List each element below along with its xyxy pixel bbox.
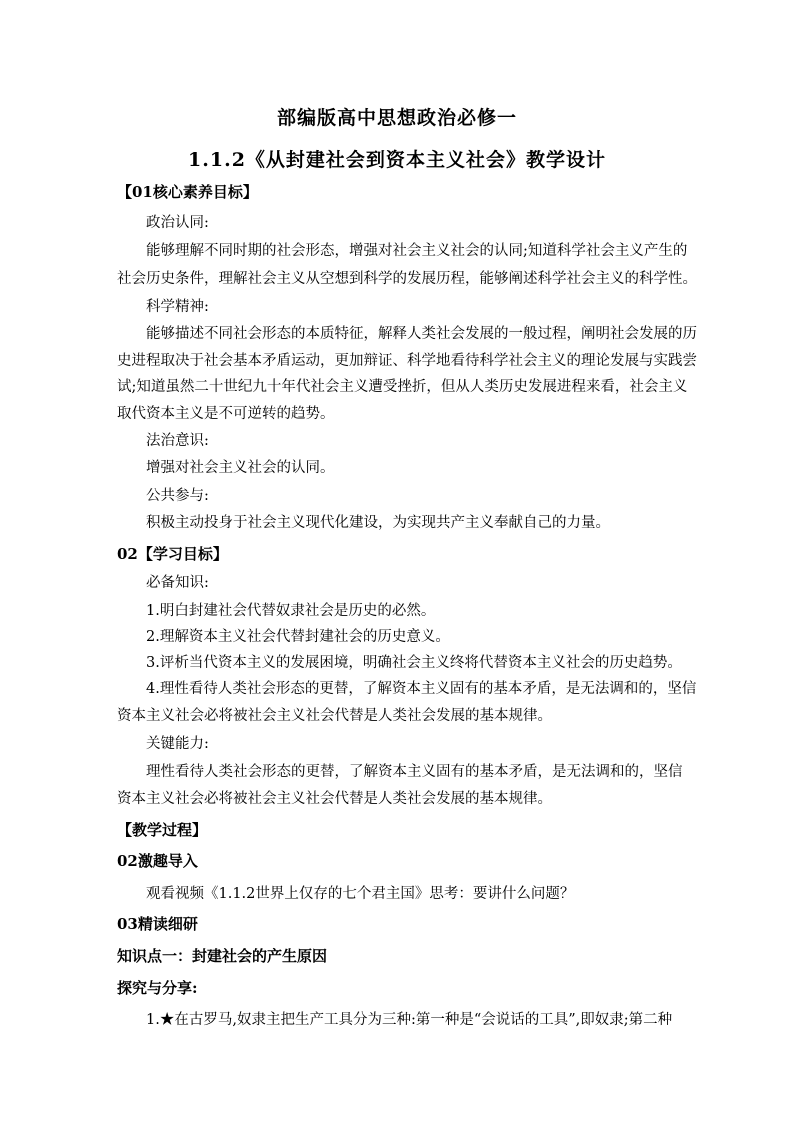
paragraph-line: 取代资本主义是不可逆转的趋势。 [117,406,335,422]
knowledge-point-heading: 知识点一：封建社会的产生原因 [117,947,328,965]
subheading-intro: 02激趣导入 [117,852,198,870]
explore-share-heading: 探究与分享: [117,979,198,997]
paragraph-line: 理性看待人类社会形态的更替，了解资本主义固有的基本矛盾，是无法调和的，坚信 [146,764,683,780]
list-item: 1.★在古罗马,奴隶主把生产工具分为三种:第一种是“会说话的工具”,即奴隶;第二种 [146,1012,673,1028]
paragraph-line: 资本主义社会必将被社会主义社会代替是人类社会发展的基本规律。 [117,791,552,807]
label-scientific-spirit: 科学精神: [146,299,209,315]
paragraph-line: 社会历史条件，理解社会主义从空想到科学的发展历程，能够阐述科学社会主义的科学性。 [117,271,697,287]
list-item: 1.明白封建社会代替奴隶社会是历史的必然。 [146,603,436,619]
paragraph-line: 积极主动投身于社会主义现代化建设，为实现共产主义奉献自己的力量。 [146,515,610,531]
paragraph-line: 史进程取决于社会基本矛盾运动，更加辩证、科学地看待科学社会主义的理论发展与实践尝 [117,353,697,369]
document-title-line1: 部编版高中思想政治必修一 [276,107,517,129]
subheading-close-reading: 03精读细研 [117,915,198,933]
section-heading-learning-goals: 02【学习目标】 [117,545,228,563]
paragraph-line: 能够描述不同社会形态的本质特征，解释人类社会发展的一般过程，阐明社会发展的历 [146,326,697,342]
paragraph-line: 观看视频《1.1.2世界上仅存的七个君主国》思考：要讲什么问题？ [146,886,575,902]
label-public-participation: 公共参与: [146,488,209,504]
section-heading-teaching-process: 【教学过程】 [117,821,208,839]
list-item-continuation: 资本主义社会必将被社会主义社会代替是人类社会发展的基本规律。 [117,708,552,724]
label-political-identity: 政治认同: [146,215,209,231]
label-key-ability: 关键能力: [146,736,209,752]
paragraph-line: 试;知道虽然二十世纪九十年代社会主义遭受挫折，但从人类历史发展进程来看，社会主义 [117,379,688,395]
list-item: 4.理性看待人类社会形态的更替，了解资本主义固有的基本矛盾，是无法调和的，坚信 [146,681,697,697]
label-rule-of-law: 法治意识: [146,433,209,449]
list-item: 3.评析当代资本主义的发展困境，明确社会主义终将代替资本主义社会的历史趋势。 [146,655,682,671]
list-item: 2.理解资本主义社会代替封建社会的历史意义。 [146,629,450,645]
paragraph-line: 能够理解不同时期的社会形态，增强对社会主义社会的认同;知道科学社会主义产生的 [146,243,688,259]
paragraph-line: 增强对社会主义社会的认同。 [146,460,335,476]
label-essential-knowledge: 必备知识: [146,575,209,591]
document-title-line2: 1.1.2《从封建社会到资本主义社会》教学设计 [188,149,606,171]
section-heading-core-goals: 【01核心素养目标】 [117,183,258,201]
